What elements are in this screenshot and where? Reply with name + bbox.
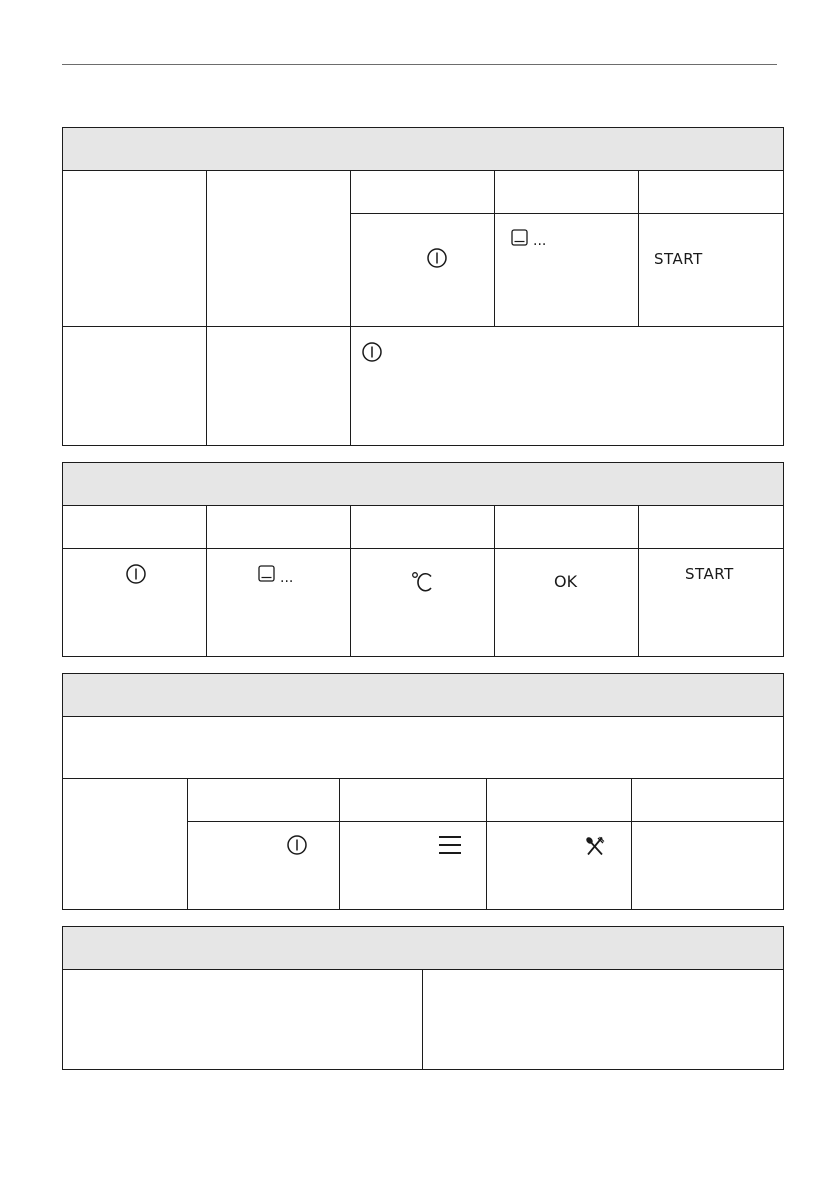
- ok-label: OK: [554, 572, 578, 591]
- ellipsis: ...: [280, 570, 294, 586]
- oven-function-icon: [511, 229, 528, 246]
- table-1-cell: [351, 171, 495, 214]
- table-2-cell: [351, 549, 495, 657]
- table-2-cell: [495, 506, 639, 549]
- start-label: START: [685, 565, 734, 583]
- table-3-cell: [63, 717, 784, 779]
- power-icon: [286, 834, 308, 856]
- table-2: [62, 462, 784, 657]
- table-2-cell: [639, 506, 784, 549]
- table-3: [62, 673, 784, 910]
- power-icon: [125, 563, 147, 585]
- table-3-cell: [63, 779, 188, 910]
- oven-function-icon: [258, 565, 275, 582]
- table-1-header: [63, 128, 784, 171]
- table-2-cell: [63, 549, 207, 657]
- table-3-cell: [340, 822, 487, 910]
- menu-icon: [438, 835, 462, 855]
- table-4-header: [63, 927, 784, 970]
- cutlery-icon: [585, 836, 605, 856]
- temperature-celsius-icon: [411, 571, 435, 593]
- table-2-cell: [639, 549, 784, 657]
- table-3-cell: [340, 779, 487, 822]
- table-4-cell: [423, 970, 784, 1070]
- table-1-cell: [207, 327, 351, 446]
- table-2-cell: [63, 506, 207, 549]
- table-3-cell: [487, 822, 632, 910]
- table-4-cell: [63, 970, 423, 1070]
- table-2-cell: [207, 506, 351, 549]
- table-3-cell: [632, 822, 784, 910]
- table-3-cell: [188, 822, 340, 910]
- table-2-cell: [351, 506, 495, 549]
- table-1: [62, 127, 784, 446]
- table-1-cell: [351, 214, 495, 327]
- table-3-cell: [188, 779, 340, 822]
- table-3-header: [63, 674, 784, 717]
- table-2-cell: [495, 549, 639, 657]
- table-1-cell: [495, 214, 639, 327]
- ellipsis: ...: [533, 233, 547, 249]
- power-icon: [426, 247, 448, 269]
- table-3-cell: [487, 779, 632, 822]
- table-3-cell: [632, 779, 784, 822]
- table-2-header: [63, 463, 784, 506]
- table-4: [62, 926, 784, 1070]
- table-1-cell: [63, 327, 207, 446]
- table-1-cell: [639, 214, 784, 327]
- top-rule: [62, 64, 777, 65]
- table-1-cell: [639, 171, 784, 214]
- start-label: START: [654, 250, 703, 268]
- table-1-cell: [207, 171, 351, 327]
- table-1-cell: [63, 171, 207, 327]
- table-1-cell: [495, 171, 639, 214]
- table-1-cell: [351, 327, 784, 446]
- power-icon: [361, 341, 383, 363]
- table-2-cell: [207, 549, 351, 657]
